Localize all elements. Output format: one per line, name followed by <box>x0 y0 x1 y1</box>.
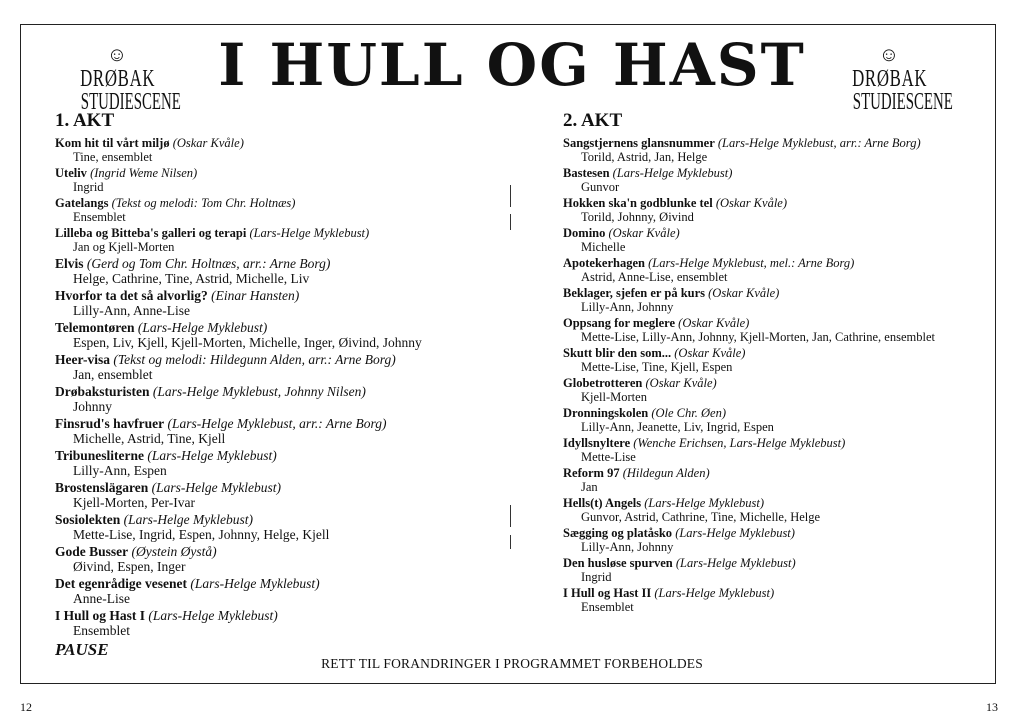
song-title-line <box>563 436 983 450</box>
song-entry <box>563 316 983 344</box>
song-entry <box>55 416 495 446</box>
song-entry <box>563 166 983 194</box>
song-performers: Ensemblet <box>581 600 634 614</box>
song-title-line <box>55 480 495 495</box>
song-title-line <box>563 496 983 510</box>
song-performers: Astrid, Anne-Lise, ensemblet <box>581 270 728 284</box>
pause-label: PAUSE <box>55 640 109 659</box>
song-performers: Mette-Lise, Ingrid, Espen, Johnny, Helge, Kjell <box>73 527 330 542</box>
song-title-line <box>563 316 983 330</box>
song-title: Telemontøren <box>55 320 135 335</box>
song-performers: Jan, ensemblet <box>73 367 153 382</box>
song-performers: Johnny <box>73 399 113 414</box>
song-title: Brostenslägaren <box>55 480 149 495</box>
song-title: Den husløse spurven <box>563 556 673 570</box>
song-credit: (Lars-Helge Myklebust) <box>137 320 268 335</box>
akt1-column <box>55 110 495 640</box>
song-title: I Hull og Hast II <box>563 586 652 600</box>
akt1-heading: 1. AKT <box>55 110 115 131</box>
song-title-line <box>55 384 495 399</box>
song-entry <box>55 576 495 606</box>
song-credit: (Tekst og melodi: Tom Chr. Holtnæs) <box>111 196 296 210</box>
song-credit: (Einar Hansten) <box>211 288 300 303</box>
song-entry <box>55 384 495 414</box>
logo-line1: DRØBAK <box>80 66 156 92</box>
song-title: Tribunesliterne <box>55 448 144 463</box>
song-credit: (Tekst og melodi: Hildegunn Alden, arr.: Arne Borg) <box>113 352 396 367</box>
song-title: Elvis <box>55 256 84 271</box>
song-entry <box>55 196 495 224</box>
song-entry <box>55 480 495 510</box>
song-title-line <box>563 406 983 420</box>
song-credit: (Wenche Erichsen, Lars-Helge Myklebust) <box>633 436 846 450</box>
song-title: Hells(t) Angels <box>563 496 642 510</box>
song-title-line <box>563 586 983 600</box>
song-title-line <box>55 576 495 591</box>
song-title-line <box>563 286 983 300</box>
akt2-song-list <box>563 136 983 614</box>
song-performers: Lilly-Ann, Espen <box>73 463 167 478</box>
song-performers: Lilly-Ann, Anne-Lise <box>73 303 190 318</box>
song-performers: Mette-Lise, Lilly-Ann, Johnny, Kjell-Morten, Jan, Cathrine, ensemblet <box>581 330 935 344</box>
song-entry <box>55 512 495 542</box>
song-entry <box>55 544 495 574</box>
song-title-line <box>563 196 983 210</box>
song-performers: Michelle, Astrid, Tine, Kjell <box>73 431 226 446</box>
theatre-masks-icon: ☺ <box>878 44 900 66</box>
song-performers: Michelle <box>581 240 626 254</box>
song-title-line <box>55 256 495 271</box>
song-entry <box>563 466 983 494</box>
song-performers: Øivind, Espen, Inger <box>73 559 186 574</box>
song-title: Kom hit til vårt miljø <box>55 136 170 150</box>
song-credit: (Lars-Helge Myklebust) <box>675 556 796 570</box>
song-title-line <box>563 376 983 390</box>
song-title: Hokken ska'n godblunke tel <box>563 196 713 210</box>
song-title: Drøbaksturisten <box>55 384 150 399</box>
song-entry <box>563 346 983 374</box>
song-credit: (Lars-Helge Myklebust, Johnny Nilsen) <box>152 384 366 399</box>
song-title-line <box>55 136 495 150</box>
song-performers: Torild, Astrid, Jan, Helge <box>581 150 708 164</box>
song-title-line <box>563 556 983 570</box>
song-performers: Lilly-Ann, Johnny <box>581 540 674 554</box>
song-performers: Torild, Johnny, Øivind <box>581 210 694 224</box>
song-entry <box>55 448 495 478</box>
song-performers: Espen, Liv, Kjell, Kjell-Morten, Michelle, Inger, Øivind, Johnny <box>73 335 422 350</box>
song-credit: (Oskar Kvåle) <box>678 316 750 330</box>
song-credit: (Lars-Helge Myklebust) <box>249 226 370 240</box>
song-performers: Jan <box>581 480 598 494</box>
song-title: Globetrotteren <box>563 376 643 390</box>
song-credit: (Lars-Helge Myklebust, mel.: Arne Borg) <box>648 256 855 270</box>
song-title-line <box>563 346 983 360</box>
song-title-line <box>563 166 983 180</box>
song-title: Gatelangs <box>55 196 109 210</box>
song-entry <box>563 556 983 584</box>
song-title: Finsrud's havfruer <box>55 416 165 431</box>
logo-line2: STUDIESCENE <box>80 89 181 115</box>
song-credit: (Lars-Helge Myklebust, arr.: Arne Borg) <box>167 416 387 431</box>
song-entry <box>563 586 983 614</box>
song-title: Apotekerhagen <box>563 256 645 270</box>
song-title: Bastesen <box>563 166 610 180</box>
song-title: Uteliv <box>55 166 87 180</box>
song-title-line <box>563 226 983 240</box>
akt2-heading: 2. AKT <box>563 110 623 131</box>
song-credit: (Lars-Helge Myklebust) <box>654 586 775 600</box>
song-entry <box>55 608 495 638</box>
page-fold-mark <box>510 185 511 207</box>
song-entry <box>563 256 983 284</box>
song-credit: (Lars-Helge Myklebust) <box>147 448 277 463</box>
song-credit: (Ingrid Weme Nilsen) <box>90 166 198 180</box>
song-performers: Jan og Kjell-Morten <box>73 240 175 254</box>
song-credit: (Lars-Helge Myklebust) <box>151 480 281 495</box>
song-credit: (Lars-Helge Myklebust) <box>123 512 253 527</box>
song-entry <box>563 406 983 434</box>
song-title: Oppsang for meglere <box>563 316 676 330</box>
song-title: Reform 97 <box>563 466 620 480</box>
song-performers: Ensemblet <box>73 210 126 224</box>
song-title-line <box>563 526 983 540</box>
song-title-line <box>55 352 495 367</box>
song-title-line <box>55 166 495 180</box>
song-title-line <box>55 448 495 463</box>
song-title: Sosiolekten <box>55 512 121 527</box>
song-credit: (Oskar Kvåle) <box>172 136 244 150</box>
song-entry <box>563 436 983 464</box>
song-entry <box>563 226 983 254</box>
song-title-line <box>55 320 495 335</box>
song-credit: (Lars-Helge Myklebust) <box>190 576 320 591</box>
program-title: I HULL OG HAST <box>218 31 806 99</box>
song-entry <box>55 136 495 164</box>
program-change-notice: RETT TIL FORANDRINGER I PROGRAMMET FORBEHOLDES <box>321 656 703 671</box>
song-title: Sægging og platåsko <box>563 526 673 540</box>
song-performers: Gunvor <box>581 180 620 194</box>
song-entry <box>563 496 983 524</box>
song-title: Beklager, sjefen er på kurs <box>563 286 706 300</box>
song-credit: (Oskar Kvåle) <box>708 286 780 300</box>
song-entry <box>55 226 495 254</box>
song-title-line <box>563 256 983 270</box>
song-title: Det egenrådige vesenet <box>55 576 187 591</box>
song-title-line <box>55 226 495 240</box>
song-title: Sangstjernens glansnummer <box>563 136 715 150</box>
page-fold-mark <box>510 535 511 549</box>
song-credit: (Hildegun Alden) <box>622 466 710 480</box>
song-entry <box>563 286 983 314</box>
song-performers: Ensemblet <box>73 623 130 638</box>
song-credit: (Lars-Helge Myklebust) <box>612 166 733 180</box>
song-title: Heer-visa <box>55 352 110 367</box>
song-title: Dronningskolen <box>563 406 649 420</box>
song-title-line <box>55 196 495 210</box>
song-entry <box>55 288 495 318</box>
song-performers: Helge, Cathrine, Tine, Astrid, Michelle, Liv <box>73 271 310 286</box>
song-title: Lilleba og Bitteba's galleri og terapi <box>55 226 247 240</box>
song-performers: Kjell-Morten <box>581 390 647 404</box>
song-credit: (Lars-Helge Myklebust) <box>644 496 765 510</box>
page-number-left: 12 <box>20 700 32 714</box>
song-credit: (Ole Chr. Øen) <box>651 406 726 420</box>
song-entry <box>55 166 495 194</box>
song-credit: (Øystein Øystå) <box>131 544 217 559</box>
song-entry <box>563 136 983 164</box>
song-title-line <box>55 288 495 303</box>
song-title-line <box>563 136 983 150</box>
song-performers: Mette-Lise <box>581 450 636 464</box>
song-entry <box>55 256 495 286</box>
song-title: Idyllsnyltere <box>563 436 631 450</box>
song-entry <box>55 320 495 350</box>
drobak-studiescene-logo-right <box>830 44 953 115</box>
song-entry <box>55 352 495 382</box>
song-credit: (Lars-Helge Myklebust) <box>675 526 795 540</box>
song-title: Skutt blir den som... <box>563 346 672 360</box>
song-performers: Mette-Lise, Tine, Kjell, Espen <box>581 360 733 374</box>
akt2-column <box>563 110 983 616</box>
song-performers: Anne-Lise <box>73 591 130 606</box>
song-credit: (Oskar Kvåle) <box>608 226 680 240</box>
song-title-line <box>55 544 495 559</box>
song-credit: (Oskar Kvåle) <box>674 346 746 360</box>
song-title-line <box>55 608 495 623</box>
akt1-song-list <box>55 136 495 638</box>
song-performers: Ingrid <box>581 570 612 584</box>
song-performers: Ingrid <box>73 180 104 194</box>
song-performers: Kjell-Morten, Per-Ivar <box>73 495 195 510</box>
song-credit: (Gerd og Tom Chr. Holtnæs, arr.: Arne Borg) <box>86 256 331 271</box>
theatre-masks-icon: ☺ <box>106 44 128 66</box>
song-performers: Gunvor, Astrid, Cathrine, Tine, Michelle, Helge <box>581 510 821 524</box>
song-title-line <box>55 416 495 431</box>
song-entry <box>563 376 983 404</box>
logo-line1: DRØBAK <box>852 66 928 92</box>
song-title: Domino <box>563 226 606 240</box>
song-entry <box>563 526 983 554</box>
song-title-line <box>55 512 495 527</box>
page-fold-mark <box>510 214 511 230</box>
song-credit: (Lars-Helge Myklebust) <box>148 608 278 623</box>
song-credit: (Oskar Kvåle) <box>715 196 788 210</box>
song-credit: (Lars-Helge Myklebust, arr.: Arne Borg) <box>717 136 921 150</box>
song-title: Gode Busser <box>55 544 129 559</box>
page-number-right: 13 <box>986 700 998 714</box>
logo-line2: STUDIESCENE <box>852 89 953 115</box>
song-performers: Tine, ensemblet <box>73 150 153 164</box>
song-credit: (Oskar Kvåle) <box>645 376 717 390</box>
song-title: Hvorfor ta det så alvorlig? <box>55 288 208 303</box>
song-performers: Lilly-Ann, Jeanette, Liv, Ingrid, Espen <box>581 420 774 434</box>
song-performers: Lilly-Ann, Johnny <box>581 300 674 314</box>
song-entry <box>563 196 983 224</box>
song-title: I Hull og Hast I <box>55 608 146 623</box>
song-title-line <box>563 466 983 480</box>
page-fold-mark <box>510 505 511 527</box>
